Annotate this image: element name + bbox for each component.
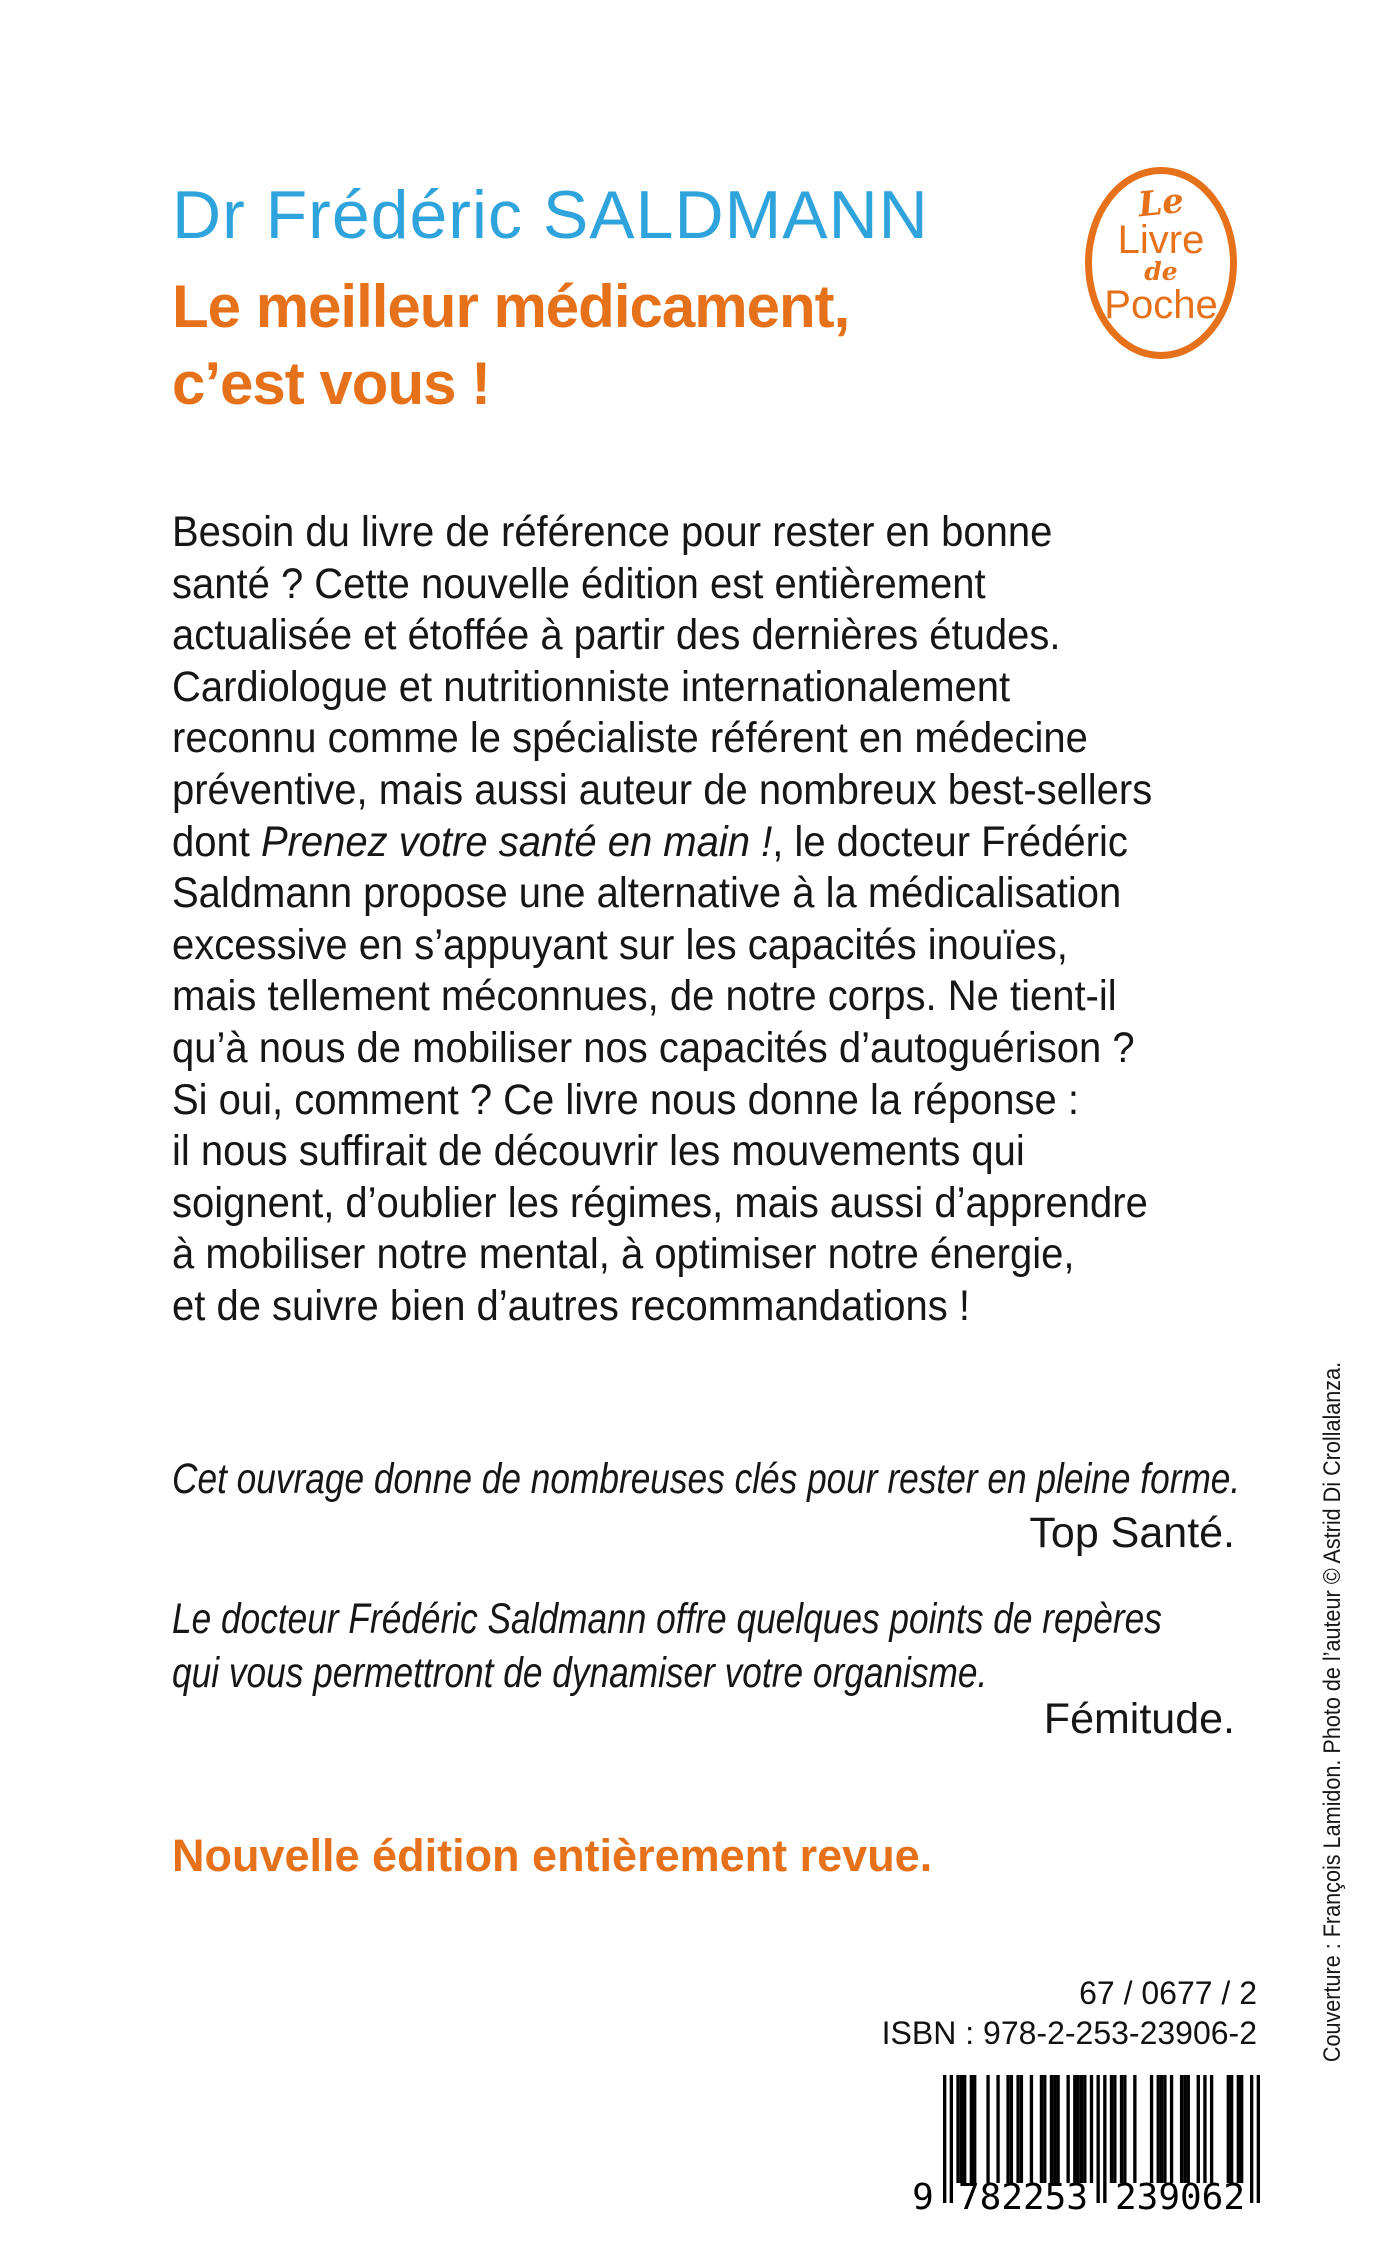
review-source: Top Santé.	[1029, 1509, 1235, 1557]
book-title	[172, 268, 849, 422]
synopsis-line: qu’à nous de mobiliser nos capacités d’autoguérison ?	[172, 1023, 1135, 1072]
barcode-digit-group1: 782253	[957, 2177, 1089, 2218]
ean13-barcode	[905, 2073, 1265, 2223]
synopsis-line-with-book-ref	[172, 817, 1152, 869]
publisher-logo	[1085, 167, 1237, 359]
review-source: Fémitude.	[1043, 1695, 1235, 1743]
isbn: ISBN : 978-2-253-23906-2	[881, 2015, 1257, 2051]
logo-word-poche: Poche	[1104, 283, 1218, 327]
synopsis-line: à mobiliser notre mental, à optimiser notre énergie,	[172, 1230, 1075, 1279]
synopsis-line: et de suivre bien d’autres recommandations !	[172, 1281, 971, 1330]
edition-code: 67 / 0677 / 2	[1079, 1975, 1257, 2011]
print-codes	[882, 1973, 1257, 2053]
edition-note: Nouvelle édition entièrement revue.	[172, 1830, 933, 1881]
synopsis	[172, 507, 1226, 1333]
book-title-line2: c’est vous !	[172, 350, 491, 417]
review-quote: Cet ouvrage donne de nombreuses clés pour rester en pleine forme.	[172, 1455, 1241, 1503]
synopsis-line: actualisée et étoffée à partir des dernières études.	[172, 611, 1061, 660]
referenced-book-title: Prenez votre santé en main !	[260, 817, 773, 866]
synopsis-text: , le docteur Frédéric	[772, 817, 1128, 866]
synopsis-line: excessive en s’appuyant sur les capacités inouïes,	[172, 920, 1068, 969]
synopsis-line: reconnu comme le spécialiste référent en médecine	[172, 714, 1088, 763]
logo-word-livre: Livre	[1117, 218, 1205, 262]
barcode-digit-lead: 9	[912, 2177, 934, 2218]
logo-word-de: de	[1144, 257, 1178, 286]
synopsis-line: Cardiologue et nutritionniste internationalement	[172, 662, 1011, 711]
synopsis-line: Saldmann propose une alternative à la médicalisation	[172, 869, 1122, 918]
synopsis-line: préventive, mais aussi auteur de nombreux best-sellers	[172, 765, 1153, 814]
review-quote: Le docteur Frédéric Saldmann offre quelques points de repères	[172, 1595, 1162, 1643]
synopsis-text: dont	[172, 817, 261, 866]
barcode-digit-group2: 239062	[1114, 2177, 1246, 2218]
synopsis-line: Besoin du livre de référence pour rester en bonne	[172, 508, 1053, 556]
synopsis-line: Si oui, comment ? Ce livre nous donne la réponse :	[172, 1075, 1079, 1124]
logo-word-le: Le	[1136, 180, 1186, 226]
book-title-line1: Le meilleur médicament,	[172, 273, 850, 340]
synopsis-line: soignent, d’oublier les régimes, mais aussi d’apprendre	[172, 1178, 1148, 1227]
credits-vertical: Couverture : François Lamidon. Photo de l’auteur © Astrid Di Crollalanza.	[1319, 1361, 1346, 2063]
synopsis-line: santé ? Cette nouvelle édition est entièrement	[172, 559, 986, 608]
author-name: Dr Frédéric SALDMANN	[172, 177, 929, 253]
synopsis-line: mais tellement méconnues, de notre corps. Ne tient-il	[172, 972, 1117, 1021]
synopsis-line: il nous suffirait de découvrir les mouvements qui	[172, 1127, 1025, 1176]
review-quote: qui vous permettront de dynamiser votre organisme.	[172, 1649, 988, 1697]
